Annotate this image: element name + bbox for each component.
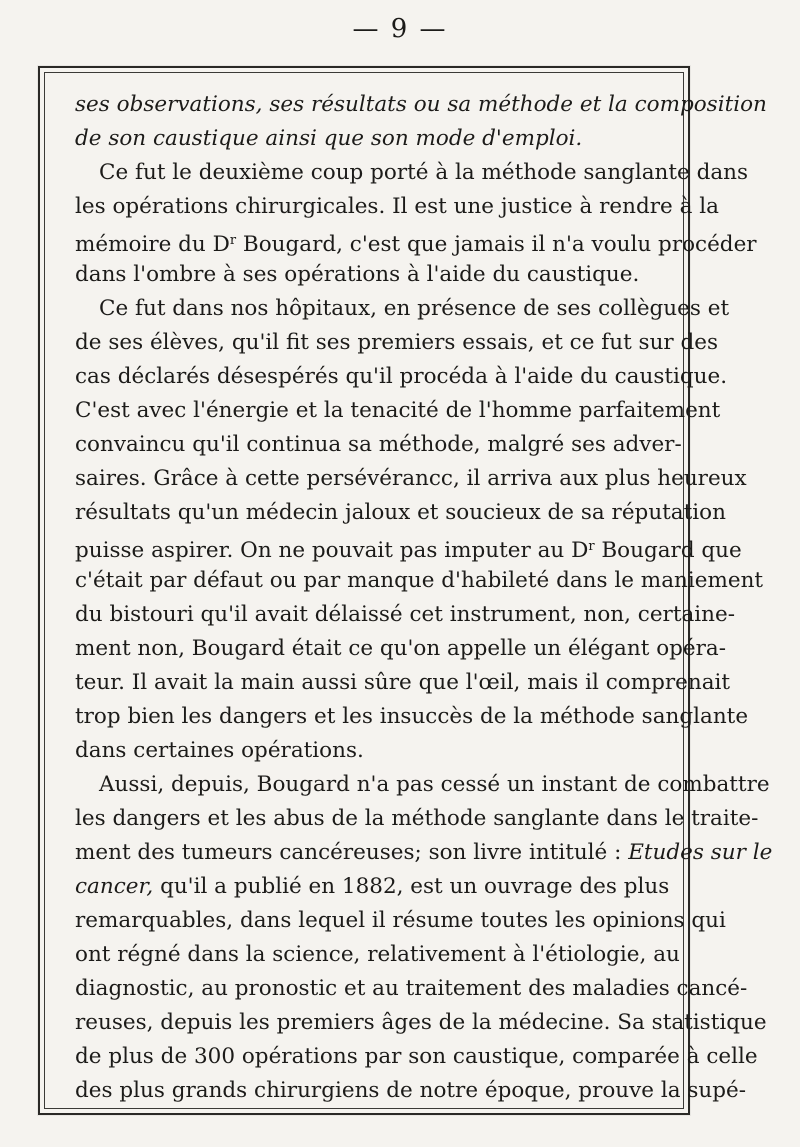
text-line [75, 224, 757, 258]
text-segment: Bougard, c'est que jamais il n'a voulu procéder [236, 232, 757, 257]
text-segment: de plus de 300 opérations par son caustique, comparée à celle [75, 1044, 758, 1069]
text-line [75, 972, 748, 1006]
text-line [75, 700, 749, 734]
text-line [75, 496, 726, 530]
text-segment: saires. Grâce à cette persévérancc, il arriva aux plus heureux [75, 466, 747, 491]
text-segment: Bougard que [594, 538, 742, 563]
superscript-text: r [588, 539, 595, 554]
text-segment: C'est avec l'énergie et la tenacité de l'homme parfaitement [75, 398, 721, 423]
text-segment: Ce fut dans nos hôpitaux, en présence de ses collègues et [99, 296, 730, 321]
text-segment: de son caustique ainsi que son mode d'emploi. [75, 126, 583, 151]
text-line [75, 938, 680, 972]
text-line [75, 870, 670, 904]
text-line [75, 734, 667, 768]
text-segment: mémoire du D [75, 232, 230, 257]
text-segment: ses observations, ses résultats ou sa méthode et la composition [75, 92, 767, 117]
text-line [75, 802, 759, 836]
text-line [75, 564, 764, 598]
text-segment: diagnostic, au pronostic et au traitement des maladies cancé- [75, 976, 748, 1001]
text-segment: du bistouri qu'il avait délaissé cet instrument, non, certaine- [75, 602, 736, 627]
text-segment: c'était par défaut ou par manque d'habileté dans le maniement [75, 568, 764, 593]
text-segment: résultats qu'un médecin jaloux et soucieux de sa réputation [75, 500, 726, 525]
superscript-text: r [229, 233, 237, 248]
text-segment: des plus grands chirurgiens de notre époque, prouve la supé- [75, 1078, 747, 1103]
text-line [75, 394, 721, 428]
text-segment: dans certaines opérations. [75, 738, 364, 763]
text-line [75, 190, 719, 224]
text-line [75, 292, 730, 326]
text-line [75, 122, 667, 156]
text-line [75, 768, 770, 802]
text-segment: Etudes sur le [628, 840, 773, 865]
text-segment: de ses élèves, qu'il fit ses premiers essais, et ce fut sur des [75, 330, 719, 355]
text-line [75, 326, 719, 360]
text-line [75, 1074, 747, 1108]
text-line [75, 462, 747, 496]
text-segment: Ce fut le deuxième coup porté à la méthode sanglante dans [99, 160, 749, 185]
text-segment: Aussi, depuis, Bougard n'a pas cessé un instant de combattre [99, 772, 770, 797]
text-line [75, 428, 682, 462]
page-number: — 9 — [352, 14, 448, 44]
text-segment: ment non, Bougard était ce qu'on appelle un élégant opéra- [75, 636, 726, 661]
text-line [75, 632, 726, 666]
text-segment: cancer, [75, 874, 154, 899]
text-segment: convaincu qu'il continua sa méthode, malgré ses adver- [75, 432, 682, 457]
text-segment: reuses, depuis les premiers âges de la médecine. Sa statistique [75, 1010, 767, 1035]
text-segment: ment des tumeurs cancéreuses; son livre intitulé : [75, 840, 629, 865]
text-line [75, 1040, 758, 1074]
text-line [75, 156, 749, 190]
body-text [75, 88, 773, 1108]
text-segment: les opérations chirurgicales. Il est une justice à rendre à la [75, 194, 719, 219]
text-segment: qu'il a publié en 1882, est un ouvrage des plus [153, 874, 670, 899]
text-line [75, 88, 767, 122]
text-line [75, 836, 773, 870]
text-segment: remarquables, dans lequel il résume toutes les opinions qui [75, 908, 726, 933]
text-line [75, 666, 731, 700]
text-segment: cas déclarés désespérés qu'il procéda à l'aide du caustique. [75, 364, 728, 389]
text-line [75, 258, 667, 292]
text-segment: ont régné dans la science, relativement à l'étiologie, au [75, 942, 680, 967]
text-segment: les dangers et les abus de la méthode sanglante dans le traite- [75, 806, 759, 831]
text-line [75, 530, 742, 564]
text-line [75, 360, 728, 394]
text-line [75, 1006, 767, 1040]
text-segment: teur. Il avait la main aussi sûre que l'œil, mais il comprenait [75, 670, 731, 695]
text-segment: dans l'ombre à ses opérations à l'aide du caustique. [75, 262, 640, 287]
text-segment: puisse aspirer. On ne pouvait pas imputer au D [75, 538, 589, 563]
text-line [75, 598, 736, 632]
text-segment: trop bien les dangers et les insuccès de la méthode sanglante [75, 704, 749, 729]
text-line [75, 904, 726, 938]
